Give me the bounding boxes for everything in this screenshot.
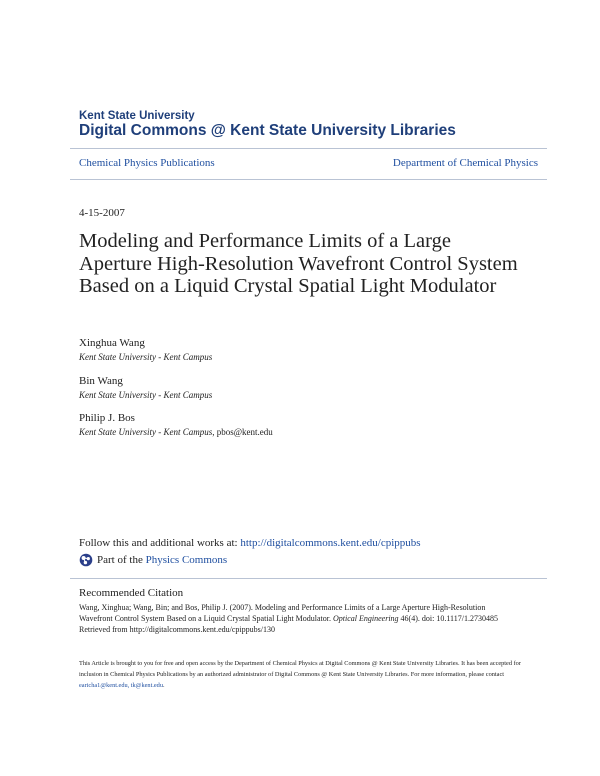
author-name: Philip J. Bos <box>79 412 135 424</box>
physics-commons-link[interactable]: Physics Commons <box>145 554 228 566</box>
divider <box>70 148 547 149</box>
author-email: , pbos@kent.edu <box>212 427 273 437</box>
department-link[interactable]: Department of Chemical Physics <box>392 157 538 169</box>
access-notice: This Article is brought to you for free and open access by the Department of Chemical Physics at Digital Commons @ Kent State University Libraries. It has been accepted for inclusion in Chemical Physics Publications by an authorized administrator of Digital Commons @ Kent State University Libraries. For more information, please contact earicha1@kent.edu, tk@kent.edu. <box>79 660 521 689</box>
collection-url-link[interactable]: http://digitalcommons.kent.edu/cpippubs <box>240 537 421 549</box>
recommended-citation-heading: Recommended Citation <box>79 587 184 599</box>
journal-name: Optical Engineering <box>333 614 399 623</box>
author-affiliation: Kent State University - Kent Campus <box>79 390 213 400</box>
publication-date: 4-15-2007 <box>79 207 125 219</box>
library-link[interactable]: Digital Commons @ Kent State University Libraries <box>79 122 456 139</box>
article-title: Modeling and Performance Limits of a Large Aperture High-Resolution Wavefront Control System Based on a Liquid Crystal Spatial Light Modulator <box>79 230 518 297</box>
follow-line: Follow this and additional works at: http://digitalcommons.kent.edu/cpippubs <box>79 537 421 549</box>
citation-text: Wang, Xinghua; Wang, Bin; and Bos, Philip J. (2007). Modeling and Performance Limits of a Large Aperture High-Resolution Wavefront Control System Based on a Liquid Crystal Spatial Light Modulator. Optical Engineering 46(4). doi: 10.1117/1.2730485 Retrieved from http://digitalcommons.kent.edu/cpippubs/130 <box>79 603 498 634</box>
author-name: Bin Wang <box>79 375 123 387</box>
part-of-line: Part of the Physics Commons <box>79 553 227 567</box>
divider <box>70 179 547 180</box>
author-affiliation: Kent State University - Kent Campus, pbos@kent.edu <box>79 427 273 437</box>
author-affiliation: Kent State University - Kent Campus <box>79 352 213 362</box>
contact-email-link[interactable]: earicha1@kent.edu, tk@kent.edu <box>79 681 163 689</box>
commons-network-icon <box>79 553 93 567</box>
university-name: Kent State University <box>79 110 195 122</box>
divider <box>70 578 547 579</box>
author-name: Xinghua Wang <box>79 337 145 349</box>
series-link[interactable]: Chemical Physics Publications <box>79 157 215 169</box>
